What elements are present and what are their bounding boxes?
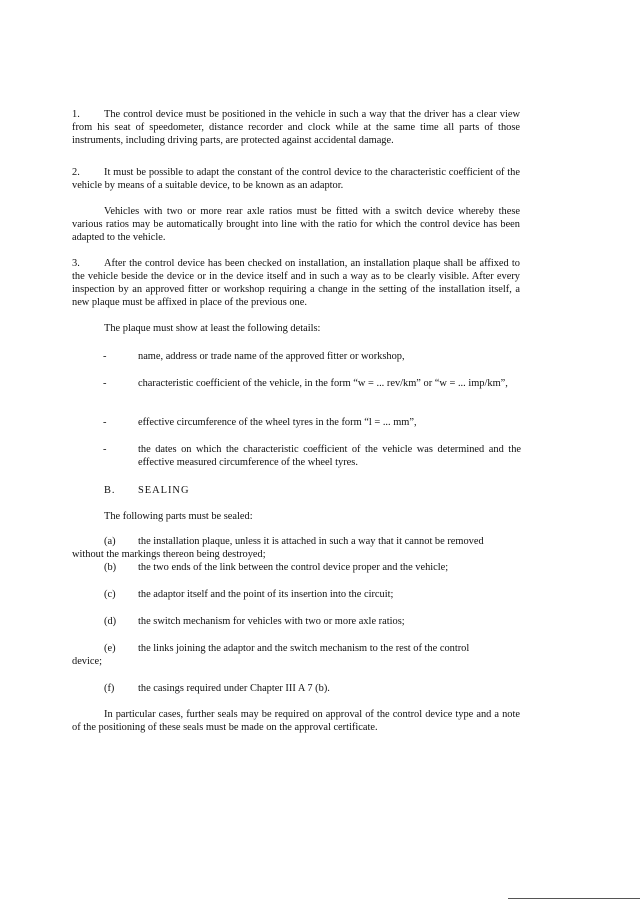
paragraph-1-number: 1. bbox=[72, 109, 80, 120]
paragraph-2b: Vehicles with two or more rear axle ratios must be fitted with a switch device whereby these various ratios may be automatically brought into line with the ratio for which the control device has been adapted to the vehicle. bbox=[72, 206, 520, 243]
plaque-detail-text: name, address or trade name of the approved fitter or workshop, bbox=[138, 351, 405, 362]
plaque-detail-text: characteristic coefficient of the vehicle, in the form “w = ... rev/km” or “w = ... imp/km”, bbox=[138, 378, 508, 389]
section-b-letter: B. bbox=[104, 485, 116, 496]
plaque-detail-text: effective circumference of the wheel tyres in the form “l = ... mm”, bbox=[138, 417, 417, 428]
sealed-part-text: the links joining the adaptor and the switch mechanism to the rest of the control bbox=[138, 643, 470, 654]
sealed-part-text: the switch mechanism for vehicles with two or more axle ratios; bbox=[138, 616, 405, 627]
paragraph-1 bbox=[72, 108, 520, 147]
plaque-detail-text: the dates on which the characteristic coefficient of the vehicle was determined and the effective measured circumference of the wheel tyres. bbox=[138, 444, 521, 468]
closing-paragraph: In particular cases, further seals may be required on approval of the control device type and a note of the positioning of these seals must be made on the approval certificate. bbox=[72, 709, 520, 733]
sealed-part-letter: (c) bbox=[104, 589, 116, 600]
sealing-intro: The following parts must be sealed: bbox=[104, 511, 253, 522]
paragraph-2 bbox=[72, 166, 520, 192]
sealed-part-letter: (f) bbox=[104, 683, 115, 694]
paragraph-2-number: 2. bbox=[72, 167, 80, 178]
list-dash: - bbox=[103, 351, 107, 362]
plaque-intro: The plaque must show at least the following details: bbox=[104, 323, 321, 334]
sealed-part-continuation: without the markings thereon being destroyed; bbox=[72, 549, 266, 560]
sealed-part-letter: (e) bbox=[104, 643, 116, 654]
sealed-part-letter: (a) bbox=[104, 536, 116, 547]
sealed-part-text: the installation plaque, unless it is attached in such a way that it cannot be removed bbox=[138, 536, 484, 547]
footer-rule bbox=[508, 898, 640, 899]
paragraph-2-text: It must be possible to adapt the constant of the control device to the characteristic coefficient of the vehicle by means of a suitable device, to be known as an adaptor. bbox=[72, 167, 520, 191]
sealed-part-text: the adaptor itself and the point of its insertion into the circuit; bbox=[138, 589, 394, 600]
list-dash: - bbox=[103, 417, 107, 428]
list-dash: - bbox=[103, 378, 107, 389]
paragraph-3-text: After the control device has been checked on installation, an installation plaque shall be affixed to the vehicle beside the device or in the device itself and in such a way as to be clearly visible. After every inspection by an approved fitter or workshop requiring a change in the setting of the installation itself, a new plaque must be affixed in place of the previous one. bbox=[72, 258, 520, 308]
paragraph-1-text: The control device must be positioned in the vehicle in such a way that the driver has a clear view from his seat of speedometer, distance recorder and clock while at the same time all parts of those instruments, including driving parts, are protected against accidental damage. bbox=[72, 109, 520, 146]
sealed-part-text: the casings required under Chapter III A 7 (b). bbox=[138, 683, 330, 694]
sealed-part-letter: (d) bbox=[104, 616, 117, 627]
section-b-title: SEALING bbox=[138, 485, 190, 496]
sealed-part-text: the two ends of the link between the control device proper and the vehicle; bbox=[138, 562, 449, 573]
paragraph-3 bbox=[72, 257, 520, 309]
paragraph-3-number: 3. bbox=[72, 258, 80, 269]
section-b-heading bbox=[104, 484, 304, 497]
list-dash: - bbox=[103, 444, 107, 455]
sealed-part-letter: (b) bbox=[104, 562, 117, 573]
sealed-part-continuation: device; bbox=[72, 656, 102, 667]
